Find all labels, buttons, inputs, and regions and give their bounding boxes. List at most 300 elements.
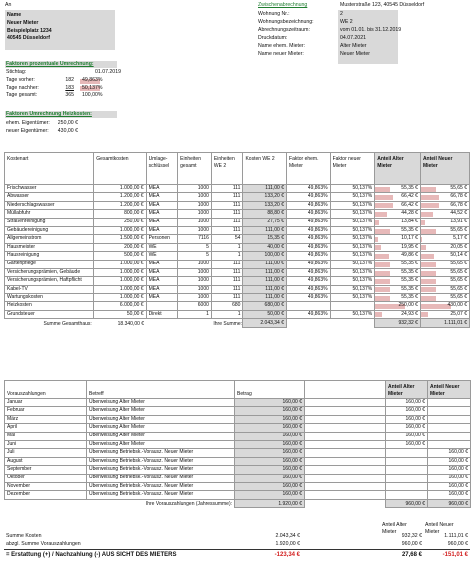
- factor-old: 49,863%: [287, 310, 331, 318]
- prepay-spacer: [305, 415, 386, 423]
- prozent-rows: [6, 78, 136, 101]
- cost-col-header: Umlage-schlüssel: [146, 153, 178, 185]
- prepay-subject: Überweisung Alter Mieter: [87, 415, 235, 423]
- prozent-row: [6, 93, 136, 101]
- factor-new: 50,137%: [330, 235, 375, 243]
- prepay-subject: Überweisung Betriebsk.-Vorausz. Neuer Mieter: [87, 457, 235, 465]
- recipient-line: 40545 Düsseldorf: [7, 35, 50, 42]
- cost-units: 1000: [178, 185, 212, 193]
- share-new: [420, 260, 469, 268]
- prepay-amount: 160,00 €: [235, 449, 305, 457]
- header-field-value: Alter Mieter: [340, 42, 367, 49]
- cost-total: 1.000,00 €: [94, 185, 146, 193]
- cost-share: 111,00 €: [243, 294, 287, 302]
- prepay-sum-new: 960,00 €: [428, 499, 471, 508]
- cost-key: MEA: [146, 294, 178, 302]
- cost-col-header: Faktor ehem. Mieter: [287, 153, 331, 185]
- share-new: [420, 201, 469, 209]
- cost-name: Gartenpflege: [5, 260, 94, 268]
- share-old-value: 44,28 €: [401, 209, 418, 216]
- cost-key: MEA: [146, 185, 178, 193]
- cost-row: [5, 185, 470, 193]
- prozent-label: Tage vorher:: [6, 77, 35, 83]
- recipient-line: Beispielplatz 1234: [7, 27, 52, 34]
- summary-result-amount: -123,34 €: [274, 552, 300, 558]
- cost-total: 1.000,00 €: [94, 226, 146, 234]
- prepay-subject: Überweisung Betriebsk.-Vorausz. Neuer Mieter: [87, 482, 235, 490]
- factor-new: 50,137%: [330, 218, 375, 226]
- cost-key: Direkt: [146, 310, 178, 318]
- cost-key: MEA: [146, 260, 178, 268]
- prepay-old: 160,00 €: [386, 440, 428, 448]
- cost-units-we: 1: [211, 243, 243, 251]
- prepay-month: Juli: [5, 449, 87, 457]
- header-field-label: Wohnungsbezeichnung:: [258, 18, 314, 25]
- share-old: [375, 218, 421, 226]
- cost-name: Frischwasser: [5, 185, 94, 193]
- cost-row: [5, 252, 470, 260]
- share-old-value: 55,35 €: [401, 285, 418, 292]
- prepay-row: [5, 432, 471, 440]
- cost-units: 1000: [178, 218, 212, 226]
- cost-row: [5, 268, 470, 276]
- prepay-old: 160,00 €: [386, 407, 428, 415]
- prepay-spacer: [305, 399, 386, 407]
- prozent-label: Tage gesamt:: [6, 92, 38, 99]
- prepay-month: Februar: [5, 407, 87, 415]
- cost-total: 1.000,00 €: [94, 294, 146, 302]
- share-old: [375, 201, 421, 209]
- share-old: [375, 268, 421, 276]
- cost-sum-total: 18.340,00 €: [117, 320, 145, 327]
- summary-label: Summe Kosten: [6, 533, 42, 539]
- cost-units: 1000: [178, 277, 212, 285]
- share-old-bar: [375, 271, 390, 276]
- prepay-month: Oktober: [5, 474, 87, 482]
- cost-sum-share-label: Ihre Summe:: [213, 320, 243, 327]
- prepay-old: 160,00 €: [386, 424, 428, 432]
- recipient-block: [7, 12, 52, 43]
- factor-old: 49,863%: [287, 268, 331, 276]
- cost-units: 1000: [178, 193, 212, 201]
- summary-result-label: = Erstattung (+) / Nachzahlung (-) AUS SICHT DES MIETERS: [6, 552, 177, 558]
- prozent-days: 365: [65, 92, 74, 99]
- cost-row: [5, 210, 470, 218]
- cost-units-we: 111: [211, 193, 243, 201]
- prepay-col-header: Anteil Neuer Mieter: [428, 381, 471, 399]
- factor-new: 50,137%: [330, 277, 375, 285]
- cost-key: WE: [146, 252, 178, 260]
- share-new-value: 55,65 €: [450, 226, 467, 233]
- stichtag-value: 01.07.2019: [95, 69, 121, 75]
- cost-name: Niederschlagswasser: [5, 201, 94, 209]
- prepay-header-spacer: [305, 381, 386, 399]
- factor-old: 49,863%: [287, 193, 331, 201]
- prepay-sum-amount: 1.920,00 €: [235, 499, 305, 508]
- cost-sum-old: 932,32 €: [375, 319, 421, 328]
- factor-new: 50,137%: [330, 268, 375, 276]
- cost-name: Versicherungsprämien, Haftpflicht: [5, 277, 94, 285]
- cost-row: [5, 193, 470, 201]
- cost-col-header: Anteil Neuer Mieter: [420, 153, 469, 185]
- cost-name: Hausreinigung: [5, 252, 94, 260]
- cost-units: 5: [178, 252, 212, 260]
- heiz-value: 250,00 €: [57, 120, 78, 126]
- cost-table: [4, 152, 470, 328]
- prepay-new: [428, 415, 471, 423]
- share-new-bar: [421, 187, 436, 192]
- header-fields: [258, 11, 401, 58]
- share-old-value: 66,42 €: [401, 193, 418, 200]
- cost-total: 500,00 €: [94, 252, 146, 260]
- header-field-value: vom 01.01. bis 31.12.2019: [340, 26, 402, 33]
- prepay-row: [5, 415, 471, 423]
- share-new-value: 430,00 €: [447, 302, 467, 309]
- cost-share: 133,20 €: [243, 201, 287, 209]
- prepay-month: November: [5, 482, 87, 490]
- prepay-sum-spacer: [305, 499, 386, 508]
- cost-name: Kabel-TV: [5, 285, 94, 293]
- prepay-new: [428, 432, 471, 440]
- prepay-new: [428, 440, 471, 448]
- cost-sum-new: 1.111,01 €: [420, 319, 469, 328]
- share-old: [375, 302, 421, 310]
- cost-share: 133,20 €: [243, 193, 287, 201]
- share-new-value: 5,17 €: [453, 235, 467, 242]
- header-field-label: Druckdatum:: [258, 34, 288, 41]
- prepay-spacer: [305, 424, 386, 432]
- cost-units: 7116: [178, 235, 212, 243]
- prepay-old: [386, 491, 428, 499]
- prepay-sum-label: Ihre Vorauszahlungen (Jahressumme):: [145, 500, 232, 507]
- share-new: [420, 310, 469, 318]
- cost-units-we: 54: [211, 235, 243, 243]
- share-new-value: 55,65 €: [450, 293, 467, 300]
- share-old: [375, 235, 421, 243]
- prepay-month: Dezember: [5, 491, 87, 499]
- summary-old: 932,32 €: [401, 533, 422, 539]
- share-new-bar: [421, 271, 436, 276]
- factor-new: 50,137%: [330, 252, 375, 260]
- share-old-value: 55,35 €: [401, 260, 418, 267]
- cost-share: 40,00 €: [243, 243, 287, 251]
- summary-row: [4, 542, 470, 550]
- cost-name: Straßenreinigung: [5, 218, 94, 226]
- prepay-new: 160,00 €: [428, 457, 471, 465]
- cost-row: [5, 294, 470, 302]
- cost-share: 680,00 €: [243, 302, 287, 310]
- share-new-bar: [421, 287, 436, 292]
- cost-total: 1.000,00 €: [94, 260, 146, 268]
- cost-total: 1.000,00 €: [94, 268, 146, 276]
- cost-units: 1000: [178, 226, 212, 234]
- prepay-amount: 160,00 €: [235, 466, 305, 474]
- cost-units-we: 111: [211, 185, 243, 193]
- share-old: [375, 310, 421, 318]
- factor-new: 50,137%: [330, 285, 375, 293]
- cost-row: [5, 260, 470, 268]
- share-old-value: 19,95 €: [401, 243, 418, 250]
- prepay-row: [5, 466, 471, 474]
- header-field-value: Neuer Mieter: [340, 50, 370, 57]
- cost-col-header: Einheiten WE 2: [211, 153, 243, 185]
- share-old-bar: [375, 195, 393, 200]
- summary-amount: 2.043,34 €: [275, 533, 300, 539]
- cost-units-we: 111: [211, 285, 243, 293]
- factor-old: 49,863%: [287, 260, 331, 268]
- prepay-row: [5, 399, 471, 407]
- prepay-sum-row: [5, 499, 471, 508]
- cost-total: 800,00 €: [94, 210, 146, 218]
- prepay-old: [386, 482, 428, 490]
- share-old-value: 10,17 €: [401, 235, 418, 242]
- summary-col-new: Anteil Neuer Mieter: [425, 522, 454, 535]
- cost-total: 6.000,00 €: [94, 302, 146, 310]
- prepay-subject: Überweisung Betriebsk.-Vorausz. Neuer Mieter: [87, 466, 235, 474]
- share-new-bar: [421, 220, 425, 225]
- cost-key: WE: [146, 243, 178, 251]
- share-new-value: 55,65 €: [450, 268, 467, 275]
- share-new: [420, 210, 469, 218]
- prepay-new: 160,00 €: [428, 491, 471, 499]
- factor-old: 49,863%: [287, 235, 331, 243]
- share-old: [375, 210, 421, 218]
- cost-units-we: 111: [211, 226, 243, 234]
- prepay-subject: Überweisung Betriebsk.-Vorausz. Neuer Mieter: [87, 449, 235, 457]
- share-old: [375, 294, 421, 302]
- prozent-pct: 49,863%: [82, 77, 103, 83]
- cost-row: [5, 285, 470, 293]
- summary-header: [4, 522, 470, 534]
- factor-old: 49,863%: [287, 226, 331, 234]
- share-new-bar: [421, 212, 433, 217]
- factor-new: 50,137%: [330, 210, 375, 218]
- prepay-month: August: [5, 457, 87, 465]
- recipient-line: Name: [7, 12, 22, 18]
- share-old-bar: [375, 245, 380, 250]
- share-old: [375, 277, 421, 285]
- share-old-value: 13,84 €: [401, 218, 418, 225]
- cost-total: 1.000,00 €: [94, 285, 146, 293]
- share-new: [420, 226, 469, 234]
- factor-old: 49,863%: [287, 201, 331, 209]
- share-old-value: 49,86 €: [401, 251, 418, 258]
- share-old: [375, 193, 421, 201]
- cost-units: 1000: [178, 285, 212, 293]
- cost-name: Wartungskosten: [5, 294, 94, 302]
- cost-total: 1.200,00 €: [94, 201, 146, 209]
- cost-sum-label: Summe Gesamthaus:: [43, 320, 92, 327]
- share-old-value: 24,93 €: [401, 310, 418, 317]
- share-new-value: 44,52 €: [450, 209, 467, 216]
- cost-name: Abwasser: [5, 193, 94, 201]
- share-new: [420, 243, 469, 251]
- share-new: [420, 285, 469, 293]
- prepay-row: [5, 491, 471, 499]
- share-new-bar: [421, 304, 451, 309]
- cost-key: MEA: [146, 226, 178, 234]
- prepay-subject: Überweisung Alter Mieter: [87, 424, 235, 432]
- header-field-value: 04.07.2021: [340, 34, 366, 41]
- share-old-bar: [375, 237, 378, 242]
- cost-units: 5: [178, 243, 212, 251]
- prepay-month: Januar: [5, 399, 87, 407]
- prepay-old: 160,00 €: [386, 399, 428, 407]
- share-old-bar: [375, 262, 390, 267]
- factor-old: 49,863%: [287, 252, 331, 260]
- cost-row: [5, 226, 470, 234]
- share-old: [375, 252, 421, 260]
- cost-units: 1000: [178, 210, 212, 218]
- prepay-spacer: [305, 482, 386, 490]
- cost-sum-row: [5, 319, 470, 328]
- share-new-value: 66,78 €: [450, 201, 467, 208]
- share-new-bar: [421, 279, 436, 284]
- prozent-label: Tage nachher:: [6, 84, 39, 91]
- cost-units-we: 1: [211, 310, 243, 318]
- cost-name: Hausmeister: [5, 243, 94, 251]
- prepay-col-header: Anteil Alter Mieter: [386, 381, 428, 399]
- prepay-amount: 160,00 €: [235, 474, 305, 482]
- header-field-row: [258, 27, 401, 35]
- prepay-row: [5, 440, 471, 448]
- share-new-bar: [421, 245, 426, 250]
- factor-old: 49,863%: [287, 294, 331, 302]
- share-old-bar: [375, 287, 390, 292]
- summary-result-old: 27,68 €: [401, 552, 422, 558]
- an-label: An: [5, 2, 12, 8]
- cost-row: [5, 277, 470, 285]
- cost-name: Allgemeinstrom: [5, 235, 94, 243]
- prepay-spacer: [305, 407, 386, 415]
- share-new-value: 25,07 €: [450, 310, 467, 317]
- cost-header-row: [5, 153, 470, 185]
- share-new-value: 50,14 €: [450, 251, 467, 258]
- cost-row: [5, 235, 470, 243]
- cost-share: 88,80 €: [243, 210, 287, 218]
- heiz-title: Faktoren Umrechnung Heizkosten:: [6, 111, 92, 117]
- cost-key: MEA: [146, 218, 178, 226]
- prepay-amount: 160,00 €: [235, 424, 305, 432]
- share-new-value: 55,65 €: [450, 277, 467, 284]
- prepay-old: [386, 457, 428, 465]
- share-new-bar: [421, 237, 423, 242]
- heiz-label: neuer Eigentümer:: [6, 127, 49, 134]
- cost-row: [5, 218, 470, 226]
- prepay-subject: Überweisung Alter Mieter: [87, 399, 235, 407]
- summary-label: abzgl. Summe Vorauszahlungen: [6, 541, 81, 547]
- summary-new: 960,00 €: [447, 541, 468, 547]
- share-old-value: 66,42 €: [401, 201, 418, 208]
- prepay-new: 160,00 €: [428, 474, 471, 482]
- prepay-col-header: Betrag: [235, 381, 305, 399]
- share-old: [375, 285, 421, 293]
- prepay-row: [5, 407, 471, 415]
- summary-result-row: [4, 551, 470, 561]
- heiz-label: ehem. Eigentümer:: [6, 120, 50, 126]
- summary-old: 960,00 €: [401, 541, 422, 547]
- share-old-value: 55,35 €: [401, 277, 418, 284]
- share-old: [375, 226, 421, 234]
- cost-sum-spacer: [287, 319, 375, 328]
- factor-old: [287, 302, 331, 310]
- cost-units: 1: [178, 310, 212, 318]
- factor-old: 49,863%: [287, 243, 331, 251]
- cost-key: MEA: [146, 268, 178, 276]
- share-old-bar: [375, 254, 389, 259]
- prepay-spacer: [305, 440, 386, 448]
- share-new: [420, 218, 469, 226]
- cost-units-we: 111: [211, 268, 243, 276]
- share-old-bar: [375, 296, 390, 301]
- cost-name: Gebäudereinigung: [5, 226, 94, 234]
- prepay-amount: 160,00 €: [235, 399, 305, 407]
- prepay-month: September: [5, 466, 87, 474]
- cost-units-we: 111: [211, 260, 243, 268]
- share-new-value: 55,65 €: [450, 285, 467, 292]
- share-new: [420, 302, 469, 310]
- prepay-old: [386, 449, 428, 457]
- factor-old: 49,863%: [287, 185, 331, 193]
- cost-total: 1.000,00 €: [94, 277, 146, 285]
- factor-new: 50,137%: [330, 185, 375, 193]
- share-old-bar: [375, 279, 390, 284]
- prepay-spacer: [305, 491, 386, 499]
- prepay-old: [386, 474, 428, 482]
- heiz-value: 430,00 €: [57, 127, 78, 134]
- header-field-label: Wohnung Nr.:: [258, 11, 290, 17]
- prepay-month: Mai: [5, 432, 87, 440]
- prepay-amount: 160,00 €: [235, 415, 305, 423]
- factor-old: 49,863%: [287, 210, 331, 218]
- cost-share: 100,00 €: [243, 252, 287, 260]
- share-old-bar: [375, 212, 387, 217]
- cost-units: 6000: [178, 302, 212, 310]
- header-field-row: [258, 43, 401, 51]
- cost-total: 50,00 €: [94, 310, 146, 318]
- share-old-value: 55,35 €: [401, 226, 418, 233]
- prepay-amount: 160,00 €: [235, 457, 305, 465]
- factor-new: 50,137%: [330, 193, 375, 201]
- share-old-bar: [375, 187, 390, 192]
- share-new-bar: [421, 262, 436, 267]
- prepay-col-header: Betreff: [87, 381, 235, 399]
- stichtag-label: Stichtag:: [6, 69, 27, 75]
- prepay-row: [5, 482, 471, 490]
- heiz-row: [6, 129, 78, 137]
- header-field-label: Name ehem. Mieter:: [258, 42, 305, 49]
- prepay-row: [5, 449, 471, 457]
- cost-units: 1000: [178, 294, 212, 302]
- prepay-month: Juni: [5, 440, 87, 448]
- share-new: [420, 268, 469, 276]
- share-new-value: 66,78 €: [450, 193, 467, 200]
- prozent-pct: 100,00%: [82, 92, 103, 99]
- prepay-new: 160,00 €: [428, 449, 471, 457]
- prepay-new: [428, 407, 471, 415]
- prepay-month: März: [5, 415, 87, 423]
- cost-key: MEA: [146, 277, 178, 285]
- prozent-pct: 50,137%: [82, 84, 103, 91]
- prepay-row: [5, 457, 471, 465]
- prepay-sum-old: 960,00 €: [386, 499, 428, 508]
- prozent-title: Faktoren prozentuale Umrechnung:: [6, 61, 94, 67]
- statement-title: Zwischenabrechnung: [258, 2, 308, 8]
- factor-new: 50,137%: [330, 260, 375, 268]
- cost-sum-spacer: [146, 319, 211, 328]
- cost-share: 111,00 €: [243, 268, 287, 276]
- recipient-line: Neuer Mieter: [7, 19, 39, 26]
